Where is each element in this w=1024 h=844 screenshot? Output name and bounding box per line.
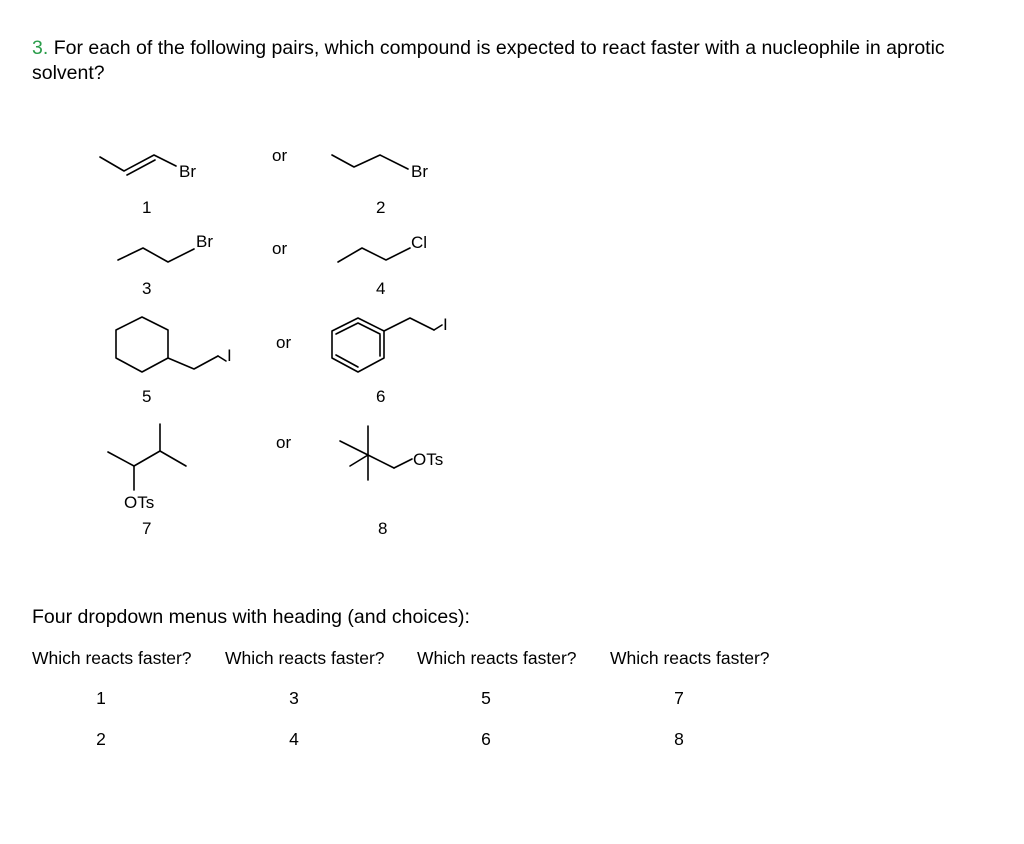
question-number: 3. [32, 37, 49, 59]
dropdown-3-option-2[interactable]: 6 [481, 729, 491, 749]
compound-5-number: 5 [142, 387, 152, 406]
dropdowns-heading: Four dropdown menus with heading (and choices): [32, 606, 470, 628]
connector-or-2: or [272, 239, 288, 258]
dropdown-2-option-2[interactable]: 4 [289, 729, 299, 749]
compound-8-structure [340, 426, 443, 538]
dropdown-2-option-1[interactable]: 3 [289, 688, 299, 708]
compound-5-leaving-group: I [227, 346, 232, 365]
compound-6-leaving-group: I [443, 315, 448, 334]
connector-or-3: or [276, 333, 292, 352]
compound-7-number: 7 [142, 519, 152, 538]
compound-3-leaving-group: Br [196, 232, 213, 251]
connector-or-1: or [272, 146, 288, 165]
compound-2-leaving-group: Br [411, 162, 428, 181]
dropdown-3-heading[interactable]: Which reacts faster? [417, 648, 577, 668]
compound-8-leaving-group: OTs [413, 450, 444, 469]
compound-5-structure [116, 317, 232, 406]
dropdown-4-option-2[interactable]: 8 [674, 729, 684, 749]
compound-4-structure [338, 233, 427, 298]
question-body: For each of the following pairs, which compound is expected to react faster with a nucleophile in aprotic solvent? [32, 37, 945, 84]
compound-1-number: 1 [142, 198, 152, 217]
compound-1-leaving-group: Br [179, 162, 196, 181]
dropdown-1-option-2[interactable]: 2 [96, 729, 106, 749]
dropdown-2-heading[interactable]: Which reacts faster? [225, 648, 385, 668]
compound-3-structure [118, 232, 213, 298]
compound-4-number: 4 [376, 279, 386, 298]
compound-4-leaving-group: Cl [411, 233, 428, 252]
dropdown-1-heading[interactable]: Which reacts faster? [32, 648, 192, 668]
compound-7-structure [108, 424, 186, 538]
compound-3-number: 3 [142, 279, 152, 298]
compound-2-number: 2 [376, 198, 386, 217]
compound-2-structure [332, 155, 428, 217]
compound-1-structure [100, 155, 196, 217]
compound-6-number: 6 [376, 387, 386, 406]
compound-6-structure [332, 315, 448, 406]
compound-8-number: 8 [378, 519, 388, 538]
compound-7-leaving-group: OTs [124, 493, 155, 512]
dropdown-4-option-1[interactable]: 7 [674, 688, 684, 708]
dropdown-4-heading[interactable]: Which reacts faster? [610, 648, 770, 668]
dropdown-1-option-1[interactable]: 1 [96, 688, 106, 708]
dropdown-3-option-1[interactable]: 5 [481, 688, 491, 708]
connector-or-4: or [276, 433, 292, 452]
